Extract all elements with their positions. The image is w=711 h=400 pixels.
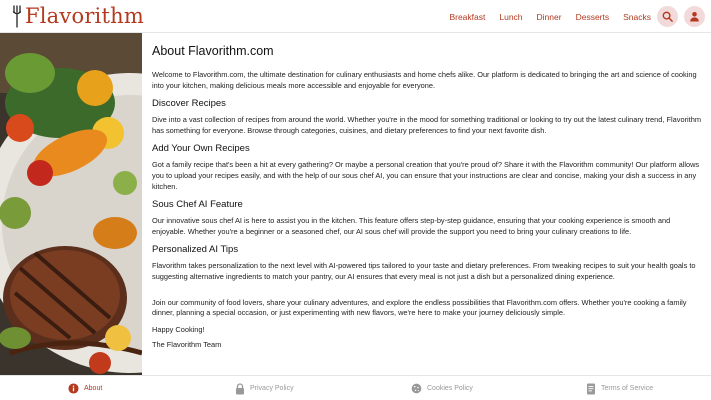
about-content [152,41,702,356]
brand-logo[interactable] [10,4,144,28]
search-icon [662,11,673,22]
footer-tab-label: Terms of Service [601,385,654,392]
brand-name: Flavorithm [25,4,144,28]
section-text: Our innovative sous chef AI is here to assist you in the kitchen. This feature offers step-by-step guidance, ensuring that your cooking experience is smooth and enjoyable. Whether you're a beginner or a seasoned chef, our AI sous chef will provide the support you need to bring your culinary creations to life. [152,216,671,236]
fork-icon [10,4,24,28]
footer-tab-privacy[interactable] [235,376,294,400]
section-text: Dive into a vast collection of recipes from around the world. Whether you're in the mood for something traditional or looking to try out the latest culinary trend, Flavorithm has something for everyone. Browse through categories, cuisines, and dietary preferences to find your next favorite dish. [152,115,701,135]
team-signature: The Flavorithm Team [152,340,222,350]
footer-tab-cookies[interactable] [411,376,473,400]
signoff-text: Happy Cooking! [152,324,205,334]
footer-tab-label: About [84,385,103,392]
search-button[interactable] [657,6,678,27]
page-title: About Flavorithm.com [152,44,274,58]
nav-dinner[interactable]: Dinner [536,11,562,22]
closing-paragraph: Join our community of food lovers, share your culinary adventures, and explore the endless possibilities that Flavorithm.com offers. Whether you're cooking a family dinner, planning a special occasion, or just experimenting with new flavors, we're here to make your journey deliciously simple. [152,297,687,318]
section-heading: Personalized AI Tips [152,244,239,256]
footer-tab-label: Privacy Policy [250,385,294,392]
lock-icon [235,383,245,395]
section-text: Flavorithm takes personalization to the next level with AI-powered tips tailored to your taste and dietary preferences. From tweaking recipes to suit your health goals to suggesting alternative ingredients to match your pantry, our AI ensures that every meal is not just a dish but a personalized dining experience. [152,261,696,281]
app-header [0,0,711,33]
account-button[interactable] [684,6,705,27]
section-heading: Discover Recipes [152,98,226,110]
section-heading: Add Your Own Recipes [152,143,250,155]
footer-tab-about[interactable] [68,376,102,400]
user-icon [689,11,700,22]
cookie-icon [411,383,422,394]
food-hero-image [0,33,142,375]
nav-breakfast[interactable]: Breakfast [449,11,486,22]
nav-snacks[interactable]: Snacks [623,11,651,22]
section-heading: Sous Chef AI Feature [152,199,243,211]
nav-lunch[interactable]: Lunch [499,11,523,22]
steak-vegetables-illustration [0,33,142,375]
main-nav [435,0,651,33]
nav-desserts[interactable]: Desserts [575,11,610,22]
footer-tab-label: Cookies Policy [427,385,473,392]
footer-tab-terms[interactable] [586,376,653,400]
footer-nav [0,375,711,400]
intro-paragraph: Welcome to Flavorithm.com, the ultimate destination for culinary enthusiasts and home chefs alike. Our platform is dedicated to bringing the art and science of cooking into your kitchen, making delicious meals more accessible and enjoyable for everyone. [152,70,697,90]
section-text: Got a family recipe that's been a hit at every gathering? Or maybe a personal creation that you're proud of? Share it with the Flavorithm community! Our platform allows you to upload your recipes easily, and with the help of our sous chef AI, you can ensure that your instructions are clear and concise, making your dish a success in any kitchen. [152,160,700,191]
document-icon [586,383,596,395]
info-icon [68,383,79,394]
